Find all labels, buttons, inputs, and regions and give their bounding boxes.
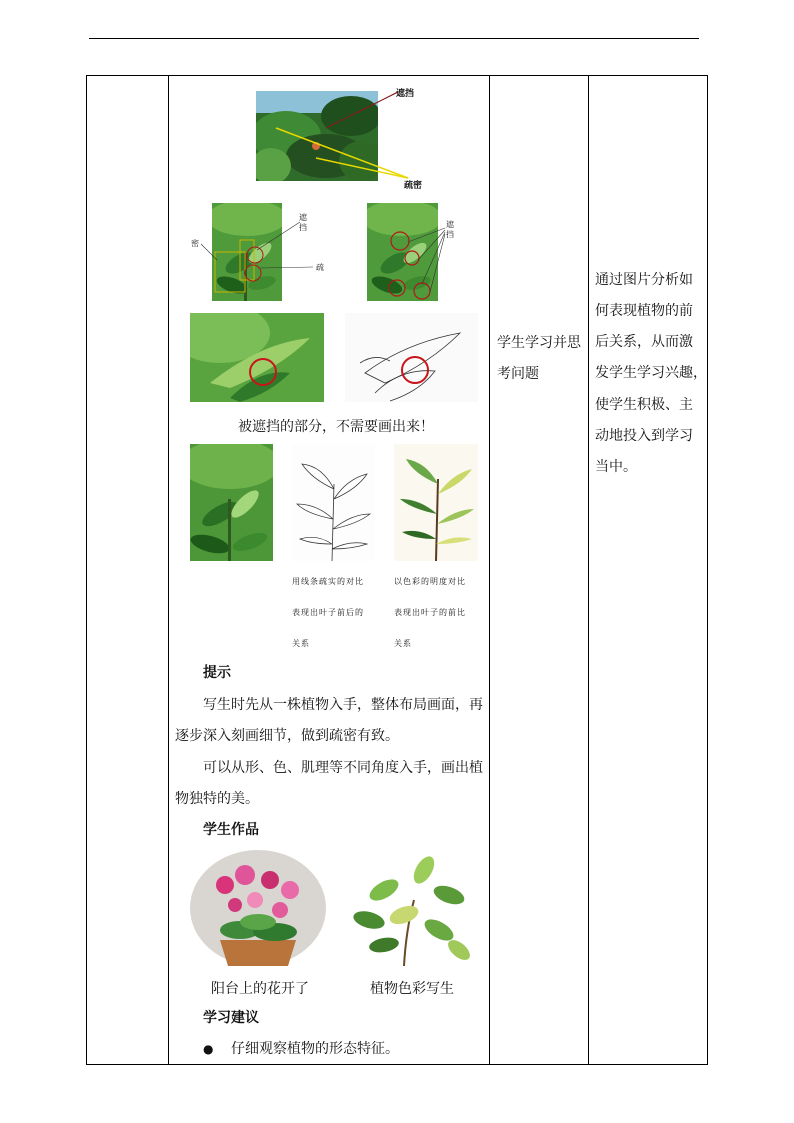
tips-p2-line2: 物独特的美。 [175,791,259,807]
color-note-2: 表现出叶子的前比 [394,608,466,617]
line-note-1: 用线条疏实的对比 [292,577,364,586]
intent-line1: 通过图片分析如 [595,272,693,288]
column-divider [588,76,589,1064]
tips-p1-line1: 写生时先从一株植物入手，整体布局画面，再 [203,697,483,713]
intent-line4: 发学生学习兴趣， [595,365,707,381]
column-divider [168,76,169,1064]
tips-heading: 提示 [203,665,231,681]
leaf-closeup-sketch [345,313,478,402]
column-divider [489,76,490,1064]
intent-line2: 何表现植物的前 [595,303,693,319]
leaf-line-drawing [292,444,375,561]
label-dang-b: 挡 [446,230,454,239]
header-rule [89,38,699,39]
student-work-flowers [190,850,326,966]
work-caption-1: 阳台上的花开了 [211,981,309,997]
color-note-1: 以色彩的明度对比 [394,577,466,586]
tips-p2-line1: 可以从形、色、肌理等不同角度入手，画出植 [203,760,483,776]
advice-bullet: ● [203,1042,214,1056]
leaf-color-drawing [394,444,478,561]
hidden-part-caption: 被遮挡的部分，不需要画出来！ [238,419,434,435]
advice-heading: 学习建议 [203,1010,259,1026]
label-shu: 疏 [316,263,324,272]
label-shumi: 疏密 [404,181,423,191]
advice-item-1: 仔细观察植物的形态特征。 [231,1041,399,1057]
tips-p1-line2: 逐步深入刻画细节，做到疏密有致。 [175,728,399,744]
label-zhe-a: 遮 [299,213,307,222]
color-note-3: 关系 [394,639,412,648]
works-heading: 学生作品 [203,822,259,838]
intent-line5: 使学生积极、主 [595,397,693,413]
label-mi: 密 [191,239,199,248]
student-activity-line1: 学生学习并思 [497,335,581,351]
intent-line6: 动地投入到学习 [595,428,693,444]
student-activity-line2: 考问题 [497,366,539,382]
label-dang-a: 挡 [299,223,307,232]
jungle-callout-lines [256,88,426,188]
leaf-photo-c [190,444,273,561]
line-note-3: 关系 [292,639,310,648]
intent-line3: 后关系，从而激 [595,334,693,350]
work-caption-2: 植物色彩写生 [370,981,454,997]
label-zhedang: 遮挡 [396,89,415,99]
leaf-closeup-photo [190,313,324,402]
intent-line7: 当中。 [595,459,637,475]
student-work-plant [344,850,478,966]
label-zhe-b: 遮 [446,220,454,229]
line-note-2: 表现出叶子前后的 [292,608,364,617]
